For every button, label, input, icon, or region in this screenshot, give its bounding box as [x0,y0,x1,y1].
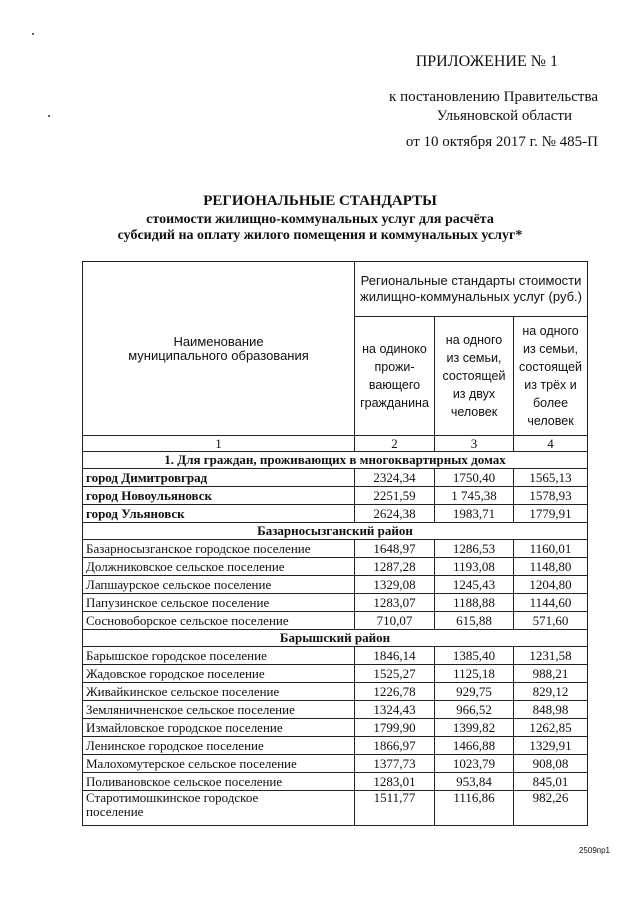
col-number: 2 [355,436,435,452]
value-single: 1866,97 [355,737,435,755]
value-three: 848,98 [514,701,588,719]
district-row [83,523,588,540]
row-name: город Новоульяновск [83,487,355,505]
table-row [83,701,588,719]
value-single: 2624,38 [355,505,435,523]
table-row [83,540,588,558]
value-three: 1779,91 [514,505,588,523]
table-row [83,755,588,773]
table-row [83,719,588,737]
value-single: 1283,07 [355,594,435,612]
row-name: Папузинское сельское поселение [83,594,355,612]
row-name: Старотимошкинское городское поселение [83,791,355,826]
value-three: 1565,13 [514,469,588,487]
value-two: 1983,71 [435,505,514,523]
value-single: 1511,77 [355,791,435,826]
value-three: 1329,91 [514,737,588,755]
col-header-name: Наименование муниципального образования [83,262,355,436]
value-three: 1262,85 [514,719,588,737]
row-name: Жадовское городское поселение [83,665,355,683]
table-row [83,469,588,487]
value-single: 1287,28 [355,558,435,576]
value-single: 2324,34 [355,469,435,487]
document-title: РЕГИОНАЛЬНЫЕ СТАНДАРТЫ [203,193,437,209]
value-two: 1750,40 [435,469,514,487]
value-three: 908,08 [514,755,588,773]
value-single: 1329,08 [355,576,435,594]
value-three: 1204,80 [514,576,588,594]
value-two: 1023,79 [435,755,514,773]
appendix-label: ПРИЛОЖЕНИЕ № 1 [415,53,558,70]
col-number: 1 [83,436,355,452]
value-single: 1283,01 [355,773,435,791]
value-two: 1125,18 [435,665,514,683]
value-two: 615,88 [435,612,514,630]
standards-table [82,261,588,826]
decree-line-2: Ульяновской области [436,108,572,124]
value-single: 1525,27 [355,665,435,683]
table-row [83,791,588,826]
table-header-row [83,262,588,317]
section-row [83,452,588,469]
value-two: 1193,08 [435,558,514,576]
district-title: Базарносызганский район [83,523,588,540]
value-single: 1324,43 [355,701,435,719]
row-name: Базарносызганское городское поселение [83,540,355,558]
value-single: 1799,90 [355,719,435,737]
row-name: Измайловское городское поселение [83,719,355,737]
table-row [83,665,588,683]
decree-line-1: к постановлению Правительства [389,89,598,105]
table-row [83,594,588,612]
value-three: 1231,58 [514,647,588,665]
table-row [83,558,588,576]
row-name: город Ульяновск [83,505,355,523]
value-three: 982,26 [514,791,588,826]
value-three: 829,12 [514,683,588,701]
district-title: Барышский район [83,630,588,647]
value-two: 1399,82 [435,719,514,737]
value-three: 1160,01 [514,540,588,558]
value-two: 966,52 [435,701,514,719]
value-two: 1116,86 [435,791,514,826]
row-name: Ленинское городское поселение [83,737,355,755]
value-single: 1226,78 [355,683,435,701]
value-two: 929,75 [435,683,514,701]
row-name: Лапшаурское сельское поселение [83,576,355,594]
value-two: 953,84 [435,773,514,791]
value-two: 1385,40 [435,647,514,665]
document-subtitle-line-2: субсидий на оплату жилого помещения и коммунальных услуг* [117,228,523,243]
value-three: 988,21 [514,665,588,683]
col-header-two: на одного из семьи, состоящей из двух человек [435,317,514,436]
value-three: 1144,60 [514,594,588,612]
col-header-group: Региональные стандарты стоимости жилищно-коммунальных услуг (руб.) [355,262,588,317]
table-row [83,612,588,630]
decree-line-3: от 10 октября 2017 г. № 485-П [405,134,598,150]
district-row [83,630,588,647]
row-name: Земляничненское сельское поселение [83,701,355,719]
col-header-three: на одного из семьи, состоящей из трёх и более человек [514,317,588,436]
value-three: 1578,93 [514,487,588,505]
row-name: Должниковское сельское поселение [83,558,355,576]
table-row [83,576,588,594]
row-name: Поливановское сельское поселение [83,773,355,791]
value-single: 710,07 [355,612,435,630]
value-two: 1245,43 [435,576,514,594]
table-row [83,487,588,505]
document-code: 2509пр1 [578,846,610,855]
scan-speck [32,33,34,35]
table-row [83,737,588,755]
value-two: 1466,88 [435,737,514,755]
value-two: 1188,88 [435,594,514,612]
value-three: 845,01 [514,773,588,791]
value-three: 571,60 [514,612,588,630]
table-row [83,505,588,523]
value-single: 2251,59 [355,487,435,505]
scan-speck [48,115,50,117]
section-title: 1. Для граждан, проживающих в многоквартирных домах [83,452,588,469]
document-subtitle-line-1: стоимости жилищно-коммунальных услуг для расчёта [146,212,494,227]
row-name: город Димитровград [83,469,355,487]
value-two: 1286,53 [435,540,514,558]
col-number: 3 [435,436,514,452]
value-two: 1 745,38 [435,487,514,505]
table-row [83,773,588,791]
row-name: Малохомутерское сельское поселение [83,755,355,773]
value-single: 1377,73 [355,755,435,773]
row-name: Барышское городское поселение [83,647,355,665]
value-single: 1648,97 [355,540,435,558]
col-number: 4 [514,436,588,452]
row-name: Сосновоборское сельское поселение [83,612,355,630]
column-number-row [83,436,588,452]
table-row [83,683,588,701]
row-name: Живайкинское сельское поселение [83,683,355,701]
value-single: 1846,14 [355,647,435,665]
table-row [83,647,588,665]
value-three: 1148,80 [514,558,588,576]
col-header-single: на одиноко прожи-вающего гражданина [355,317,435,436]
